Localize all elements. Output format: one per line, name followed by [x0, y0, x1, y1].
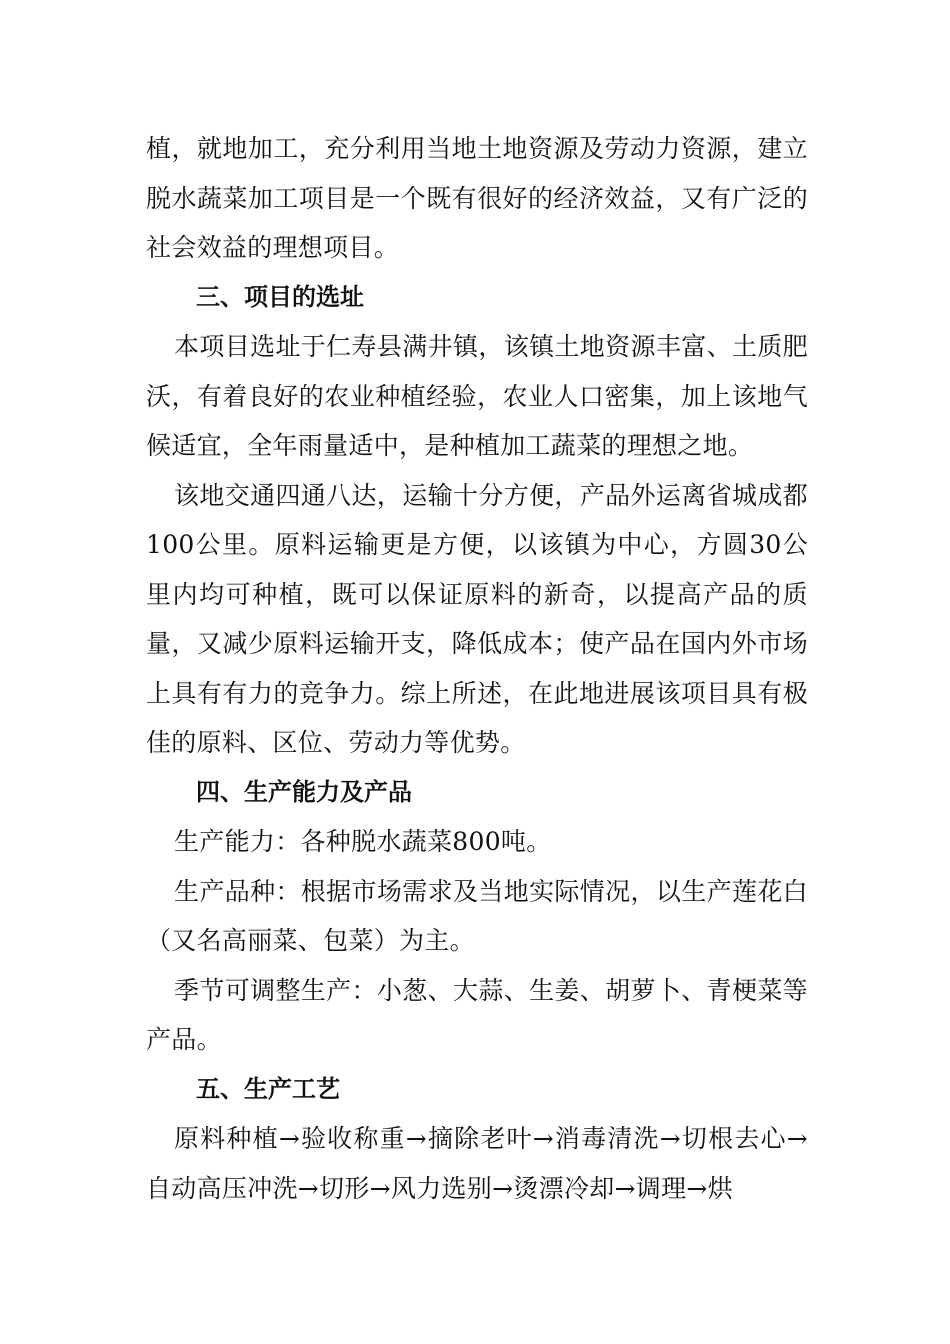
- heading-capacity-products: 四、生产能力及产品: [196, 777, 412, 806]
- paragraph-capacity: 生产能力：各种脱水蔬菜800吨。: [174, 827, 552, 856]
- document-body: [146, 124, 808, 1213]
- paragraph-seasonal-products: 季节可调整生产：小葱、大蒜、生姜、胡萝卜、青梗菜等产品。: [146, 975, 808, 1054]
- heading-production-process: 五、生产工艺: [196, 1074, 340, 1103]
- paragraph-product-variety: 生产品种：根据市场需求及当地实际情况，以生产莲花白（又名高丽菜、包菜）为主。: [146, 876, 808, 955]
- paragraph-process-flow: 原料种植→验收称重→摘除老叶→消毒清洗→切根去心→自动高压冲洗→切形→风力选别→烫漂冷却→调理→烘: [146, 1124, 808, 1203]
- paragraph-site-description: 本项目选址于仁寿县满井镇，该镇土地资源丰富、土质肥沃，有着良好的农业种植经验，农业人口密集，加上该地气候适宜，全年雨量适中，是种植加工蔬菜的理想之地。: [146, 332, 808, 460]
- paragraph-intro-continued: 植，就地加工，充分利用当地土地资源及劳动力资源，建立脱水蔬菜加工项目是一个既有很好的经济效益，又有广泛的社会效益的理想项目。: [146, 134, 808, 262]
- heading-project-site: 三、项目的选址: [196, 282, 364, 311]
- paragraph-transport: 该地交通四通八达，运输十分方便，产品外运离省城成都100公里。原料运输更是方便，以该镇为中心，方圆30公里内均可种植，既可以保证原料的新奇，以提高产品的质量，又减少原料运输开支，降低成本；使产品在国内外市场上具有有力的竞争力。综上所述，在此地进展该项目具有极佳的原料、区位、劳动力等优势。: [146, 480, 808, 757]
